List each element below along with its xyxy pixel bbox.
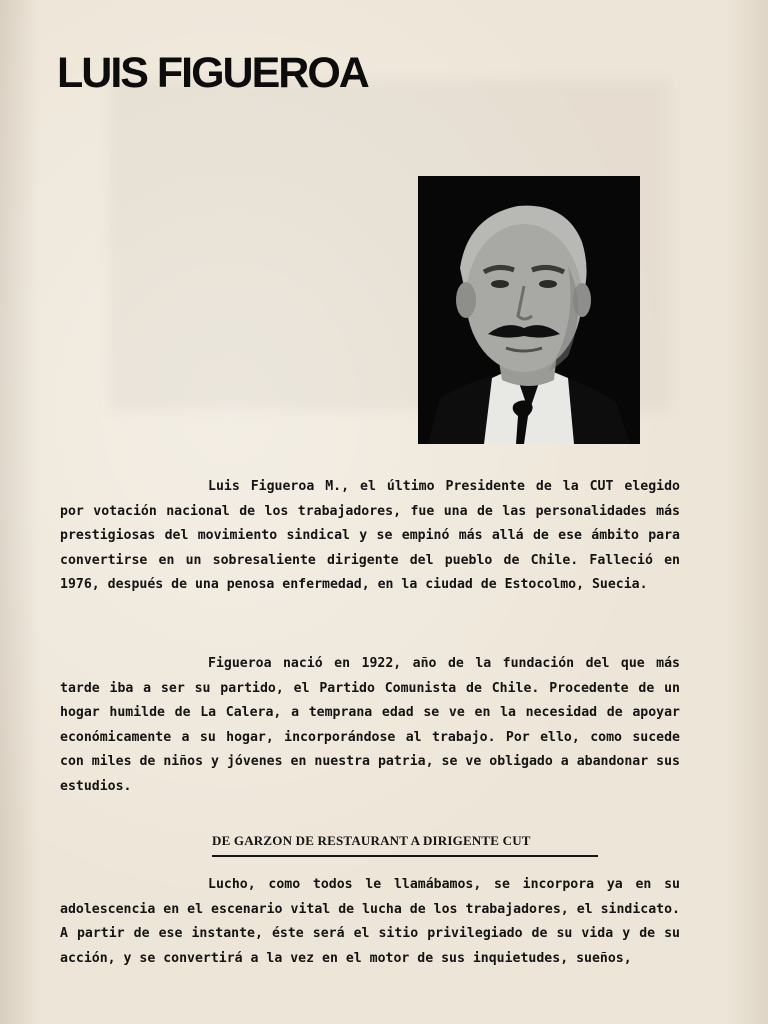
page-title: LUIS FIGUEROA (57, 49, 368, 97)
early-life-paragraph: Figueroa nació en 1922, año de la fundación del que más tarde iba a ser su partido, el Partido Comunista de Chile. Procedente de un hogar humilde de La Calera, a temprana edad se ve en la necesidad de apoyar económicamente a su hogar, incorporándose al trabajo. Por ello, como sucede con miles de niños y jóvenes en nuestra patria, se ve obligado a abandonar sus estudios. (60, 656, 680, 794)
portrait-photo (418, 176, 640, 444)
intro-paragraph: Luis Figueroa M., el último Presidente de la CUT elegido por votación nacional de los trabajadores, fue una de las personalidades más prestigiosas del movimiento sindical y se empinó más allá de ese ámbito para convertirse en un sobresaliente dirigente del pueblo de Chile. Falleció en 1976, después de una penosa enfermedad, en la ciudad de Estocolmo, Suecia. (60, 479, 680, 592)
section-subheading: DE GARZON DE RESTAURANT A DIRIGENTE CUT (212, 833, 598, 857)
union-paragraph: Lucho, como todos le llamábamos, se incorpora ya en su adolescencia en el escenario vital de lucha de los trabajadores, el sindicato. A partir de ese instante, éste será el sitio privilegiado de su vida y de su acción, y se convertirá a la vez en el motor de sus inquietudes, sueños, (60, 877, 680, 966)
